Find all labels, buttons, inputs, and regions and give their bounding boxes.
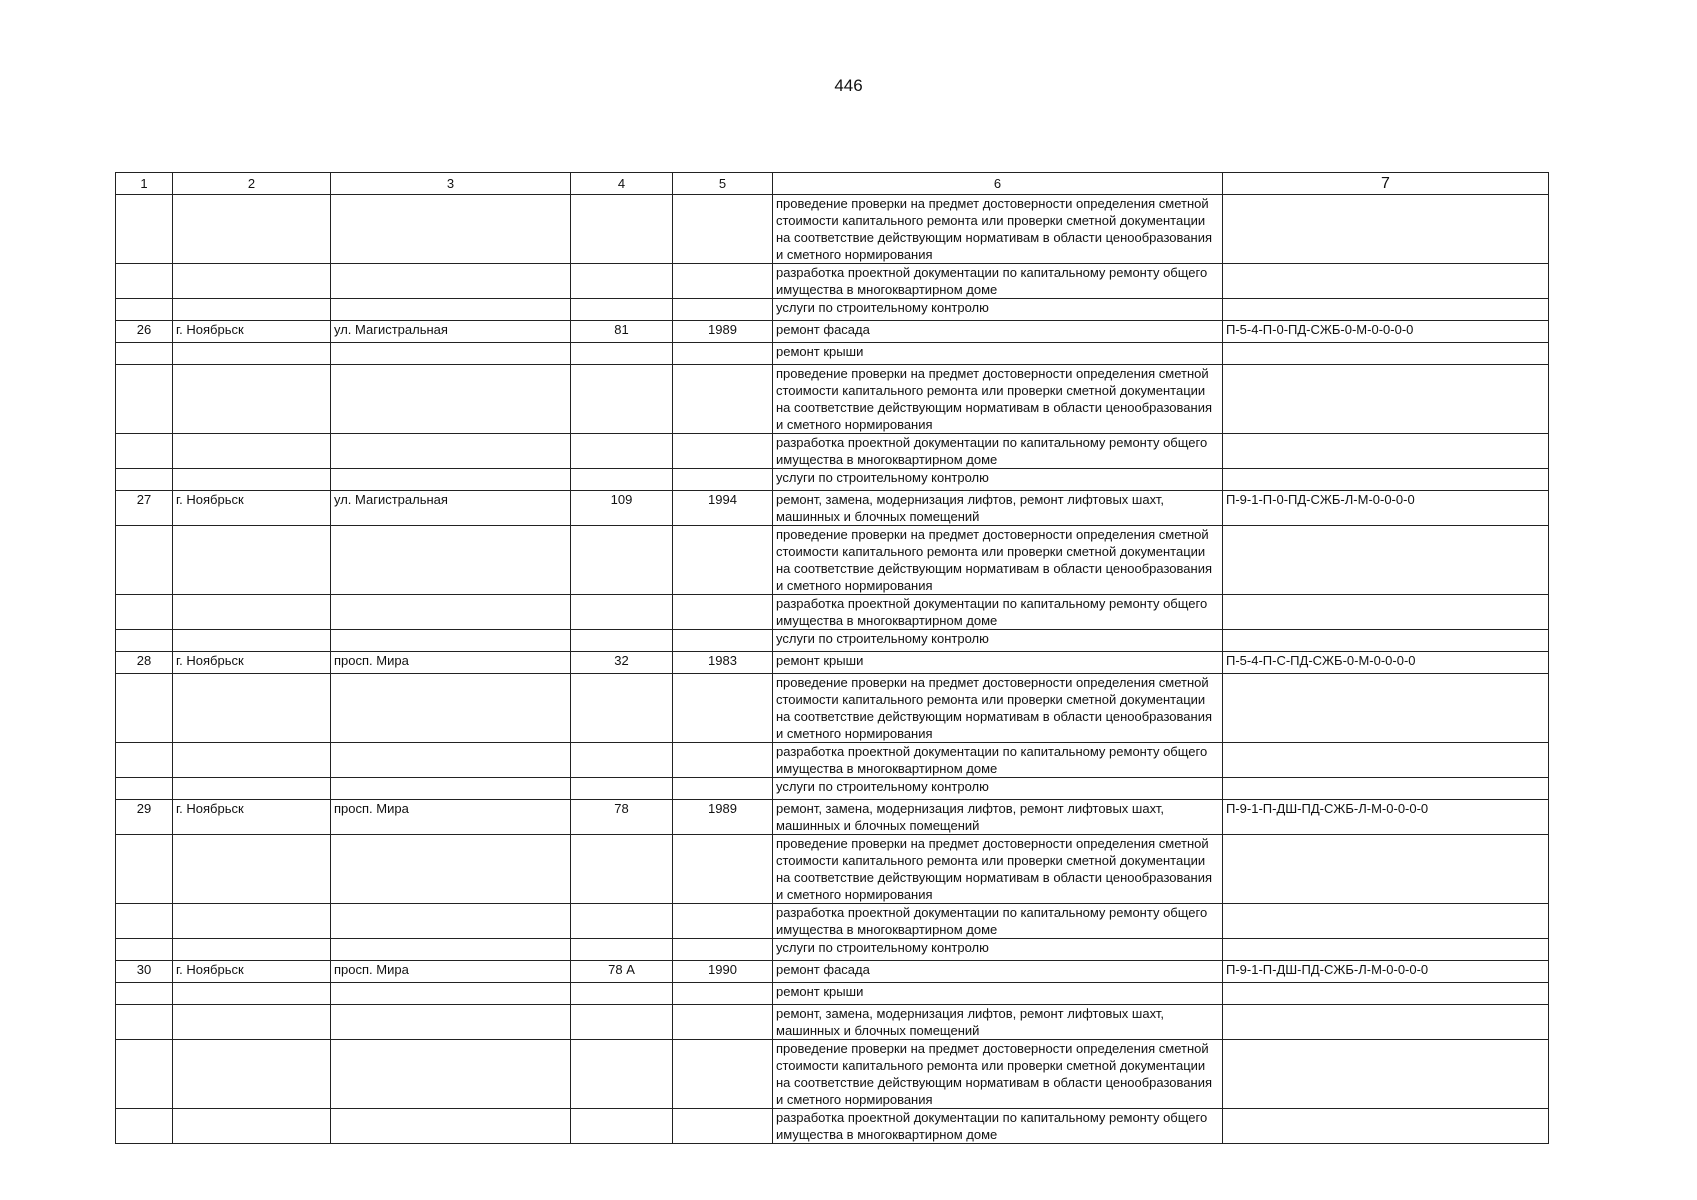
street-cell [331,778,571,800]
row-number [116,343,173,365]
building-code-cell [1223,343,1549,365]
work-type-cell: разработка проектной документации по капитальному ремонту общего имущества в многоквартирном доме [773,904,1223,939]
row-number: 27 [116,491,173,526]
street-cell [331,469,571,491]
building-code-cell: П-5-4-П-0-ПД-СЖБ-0-М-0-0-0-0 [1223,321,1549,343]
street-cell [331,630,571,652]
row-number [116,983,173,1005]
year-cell [673,743,773,778]
row-number [116,365,173,434]
row-number [116,195,173,264]
street-cell [331,835,571,904]
year-cell [673,630,773,652]
city-cell [173,299,331,321]
table-row [116,469,1549,491]
table-row [116,434,1549,469]
row-number [116,1005,173,1040]
table-row [116,264,1549,299]
table-row [116,630,1549,652]
year-cell [673,778,773,800]
table-row [116,1040,1549,1109]
row-number: 28 [116,652,173,674]
year-cell: 1990 [673,961,773,983]
building-code-cell [1223,195,1549,264]
table-row [116,1109,1549,1144]
house-number-cell [571,630,673,652]
year-cell [673,264,773,299]
house-number-cell: 109 [571,491,673,526]
street-cell [331,195,571,264]
column-header-2: 2 [173,173,331,195]
work-type-cell: проведение проверки на предмет достоверности определения сметной стоимости капитального ремонта или проверки сметной документации на соответствие действующим нормативам в области ценообразования и сметного нормирования [773,365,1223,434]
year-cell: 1989 [673,800,773,835]
building-code-cell [1223,299,1549,321]
header-row [116,173,1549,195]
house-number-cell [571,299,673,321]
city-cell [173,526,331,595]
street-cell [331,595,571,630]
work-type-cell: ремонт крыши [773,652,1223,674]
building-code-cell [1223,983,1549,1005]
building-code-cell [1223,743,1549,778]
street-cell: просп. Мира [331,961,571,983]
year-cell [673,195,773,264]
table-row [116,652,1549,674]
table-row [116,835,1549,904]
house-number-cell: 32 [571,652,673,674]
work-type-cell: услуги по строительному контролю [773,299,1223,321]
work-type-cell: проведение проверки на предмет достоверности определения сметной стоимости капитального ремонта или проверки сметной документации на соответствие действующим нормативам в области ценообразования и сметного нормирования [773,835,1223,904]
building-code-cell [1223,264,1549,299]
column-header-3: 3 [331,173,571,195]
city-cell: г. Ноябрьск [173,491,331,526]
house-number-cell [571,365,673,434]
table-row [116,595,1549,630]
street-cell [331,1040,571,1109]
building-code-cell [1223,939,1549,961]
house-number-cell [571,343,673,365]
year-cell [673,434,773,469]
city-cell [173,264,331,299]
table-row [116,939,1549,961]
city-cell [173,1109,331,1144]
table-row [116,800,1549,835]
work-type-cell: проведение проверки на предмет достоверности определения сметной стоимости капитального ремонта или проверки сметной документации на соответствие действующим нормативам в области ценообразования и сметного нормирования [773,1040,1223,1109]
street-cell: ул. Магистральная [331,321,571,343]
house-number-cell [571,526,673,595]
column-header-4: 4 [571,173,673,195]
table-body [116,195,1549,1144]
house-number-cell [571,778,673,800]
row-number [116,630,173,652]
building-code-cell [1223,526,1549,595]
row-number [116,1109,173,1144]
row-number [116,778,173,800]
house-number-cell [571,469,673,491]
work-type-cell: ремонт, замена, модернизация лифтов, ремонт лифтовых шахт, машинных и блочных помещений [773,1005,1223,1040]
work-type-cell: разработка проектной документации по капитальному ремонту общего имущества в многоквартирном доме [773,595,1223,630]
building-code-cell [1223,469,1549,491]
work-type-cell: ремонт крыши [773,343,1223,365]
house-number-cell [571,835,673,904]
year-cell: 1994 [673,491,773,526]
house-number-cell [571,904,673,939]
work-type-cell: ремонт крыши [773,983,1223,1005]
work-type-cell: разработка проектной документации по капитальному ремонту общего имущества в многоквартирном доме [773,434,1223,469]
street-cell [331,343,571,365]
year-cell: 1989 [673,321,773,343]
table-row [116,904,1549,939]
street-cell [331,674,571,743]
year-cell [673,674,773,743]
work-type-cell: разработка проектной документации по капитальному ремонту общего имущества в многоквартирном доме [773,1109,1223,1144]
city-cell [173,365,331,434]
house-number-cell [571,674,673,743]
city-cell: г. Ноябрьск [173,961,331,983]
building-code-cell [1223,674,1549,743]
street-cell [331,299,571,321]
house-number-cell [571,264,673,299]
year-cell [673,1040,773,1109]
city-cell [173,630,331,652]
building-code-cell: П-5-4-П-С-ПД-СЖБ-0-М-0-0-0-0 [1223,652,1549,674]
year-cell [673,835,773,904]
building-code-cell [1223,434,1549,469]
city-cell [173,434,331,469]
page-number: 446 [834,76,863,95]
city-cell [173,1005,331,1040]
work-type-cell: услуги по строительному контролю [773,630,1223,652]
building-code-cell: П-9-1-П-ДШ-ПД-СЖБ-Л-М-0-0-0-0 [1223,961,1549,983]
building-code-cell [1223,1109,1549,1144]
house-number-cell [571,1109,673,1144]
house-number-cell [571,743,673,778]
city-cell [173,939,331,961]
year-cell [673,939,773,961]
year-cell [673,526,773,595]
row-number: 29 [116,800,173,835]
street-cell [331,939,571,961]
street-cell: просп. Мира [331,652,571,674]
row-number [116,434,173,469]
year-cell [673,299,773,321]
column-header-7: 7 [1223,173,1549,195]
house-number-cell: 78 А [571,961,673,983]
year-cell [673,1109,773,1144]
house-number-cell [571,1040,673,1109]
street-cell [331,264,571,299]
table-row [116,491,1549,526]
city-cell [173,778,331,800]
house-number-cell [571,595,673,630]
building-code-cell [1223,904,1549,939]
work-type-cell: проведение проверки на предмет достоверности определения сметной стоимости капитального ремонта или проверки сметной документации на соответствие действующим нормативам в области ценообразования и сметного нормирования [773,674,1223,743]
city-cell [173,1040,331,1109]
house-number-cell [571,1005,673,1040]
city-cell [173,595,331,630]
row-number [116,264,173,299]
row-number [116,904,173,939]
row-number [116,835,173,904]
table-row [116,1005,1549,1040]
house-number-cell [571,195,673,264]
city-cell [173,469,331,491]
table-row [116,674,1549,743]
city-cell: г. Ноябрьск [173,652,331,674]
work-type-cell: ремонт, замена, модернизация лифтов, ремонт лифтовых шахт, машинных и блочных помещений [773,800,1223,835]
table-row [116,299,1549,321]
table-row [116,778,1549,800]
city-cell [173,195,331,264]
building-code-cell [1223,1040,1549,1109]
building-code-cell [1223,595,1549,630]
house-number-cell: 81 [571,321,673,343]
row-number [116,939,173,961]
row-number [116,595,173,630]
year-cell [673,904,773,939]
table-row [116,983,1549,1005]
work-type-cell: услуги по строительному контролю [773,778,1223,800]
building-code-cell [1223,365,1549,434]
table-row [116,195,1549,264]
city-cell [173,743,331,778]
year-cell [673,343,773,365]
street-cell [331,1005,571,1040]
work-type-cell: проведение проверки на предмет достоверности определения сметной стоимости капитального ремонта или проверки сметной документации на соответствие действующим нормативам в области ценообразования и сметного нормирования [773,526,1223,595]
work-type-cell: проведение проверки на предмет достоверности определения сметной стоимости капитального ремонта или проверки сметной документации на соответствие действующим нормативам в области ценообразования и сметного нормирования [773,195,1223,264]
city-cell: г. Ноябрьск [173,321,331,343]
row-number [116,674,173,743]
table-row [116,321,1549,343]
table-row [116,961,1549,983]
city-cell [173,835,331,904]
street-cell [331,743,571,778]
column-header-1: 1 [116,173,173,195]
building-code-cell: П-9-1-П-0-ПД-СЖБ-Л-М-0-0-0-0 [1223,491,1549,526]
city-cell [173,343,331,365]
city-cell: г. Ноябрьск [173,800,331,835]
row-number [116,299,173,321]
street-cell [331,983,571,1005]
work-type-cell: услуги по строительному контролю [773,939,1223,961]
building-code-cell [1223,1005,1549,1040]
table-row [116,365,1549,434]
work-type-cell: услуги по строительному контролю [773,469,1223,491]
street-cell: просп. Мира [331,800,571,835]
row-number [116,526,173,595]
street-cell [331,434,571,469]
year-cell [673,1005,773,1040]
building-code-cell [1223,835,1549,904]
year-cell [673,983,773,1005]
work-type-cell: ремонт фасада [773,321,1223,343]
row-number: 30 [116,961,173,983]
street-cell [331,1109,571,1144]
year-cell [673,365,773,434]
column-header-5: 5 [673,173,773,195]
row-number [116,1040,173,1109]
building-code-cell [1223,630,1549,652]
building-code-cell [1223,778,1549,800]
house-number-cell [571,434,673,469]
column-header-6: 6 [773,173,1223,195]
table-row [116,743,1549,778]
table-row [116,343,1549,365]
work-type-cell: разработка проектной документации по капитальному ремонту общего имущества в многоквартирном доме [773,264,1223,299]
street-cell [331,365,571,434]
street-cell [331,904,571,939]
work-type-cell: ремонт, замена, модернизация лифтов, ремонт лифтовых шахт, машинных и блочных помещений [773,491,1223,526]
row-number [116,743,173,778]
row-number [116,469,173,491]
work-type-cell: ремонт фасада [773,961,1223,983]
work-type-cell: разработка проектной документации по капитальному ремонту общего имущества в многоквартирном доме [773,743,1223,778]
year-cell: 1983 [673,652,773,674]
city-cell [173,674,331,743]
year-cell [673,595,773,630]
house-number-cell: 78 [571,800,673,835]
street-cell [331,526,571,595]
street-cell: ул. Магистральная [331,491,571,526]
table-row [116,526,1549,595]
city-cell [173,983,331,1005]
capital-repair-table [115,172,1549,1144]
year-cell [673,469,773,491]
row-number: 26 [116,321,173,343]
building-code-cell: П-9-1-П-ДШ-ПД-СЖБ-Л-М-0-0-0-0 [1223,800,1549,835]
city-cell [173,904,331,939]
house-number-cell [571,983,673,1005]
house-number-cell [571,939,673,961]
